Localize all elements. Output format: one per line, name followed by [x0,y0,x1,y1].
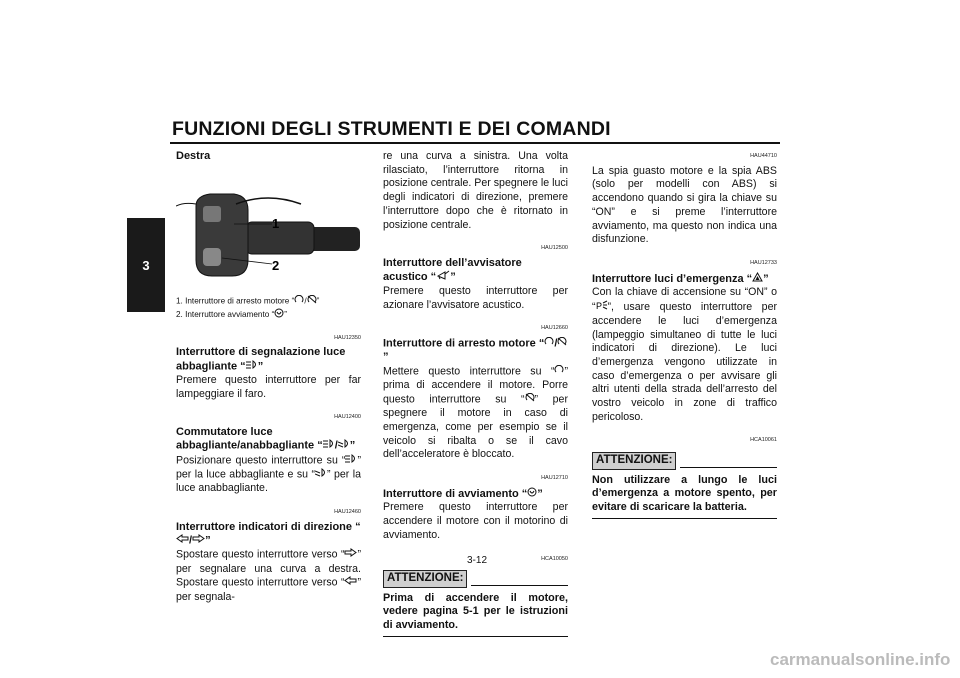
section-code: HAU12733 [750,259,777,266]
caution-label: ATTENZIONE: [592,452,676,470]
engine-stop-icon [307,295,317,308]
section-body: Premere questo interruttore per far lampeggiare il faro. [176,373,361,400]
horn-icon [436,270,450,285]
section-code: HAU12460 [334,509,361,516]
section-heading: Interruttore indicatori di direzione “/ ” [176,520,361,547]
section-body: Spostare questo interruttore verso “ ” per segnalare una curva a destra. Spostare questo interruttore verso “ ” per segnala- [176,549,361,603]
hazard-icon [752,272,763,287]
svg-text:P: P [595,300,602,310]
engine-stop-icon [557,337,567,351]
caution-label: ATTENZIONE: [383,570,467,588]
section-heading: Interruttore dell’avvisatore acustico “ ” [383,256,522,284]
section-code: HAU12660 [541,325,568,332]
section-code: HAU12350 [334,334,361,341]
figure-captions [176,295,361,322]
right-turn-icon [344,548,357,562]
caption-1: 1. Interruttore di arresto motore “ / ” [176,295,361,308]
right-turn-icon [192,534,205,548]
section-code: HAU44710 [750,153,777,159]
high-beam-icon [323,439,335,453]
high-beam-icon [345,454,357,468]
section-code: HAU12400 [334,414,361,421]
engine-run-icon [294,295,304,308]
engine-run-icon [554,365,564,379]
section-body: Con la chiave di accensione su “ON” o “ P ”, usare questo interruttore per accendere le luci d’emergenza (lampeggio simultaneo di tutte le luci indicatori di direzione). Le luci d’emergenza vengono utilizzate in caso d’emergenza o per avvisare gli altri utenti della strada dell’arresto del vostro veicolo in zone di traffico pericoloso. [592,286,777,423]
low-beam-icon [338,439,350,453]
section-code: HAU12500 [541,245,568,252]
column-1 [176,150,361,605]
handlebar-switch-figure [176,164,361,292]
section-heading: Interruttore di arresto motore “ /” [383,337,568,365]
low-beam-icon [315,468,327,482]
section-title-destra: Destra [176,150,211,162]
engine-run-icon [544,337,554,351]
page-title: FUNZIONI DEGLI STRUMENTI E DEI COMANDI [172,118,611,140]
section-body: La spia guasto motore e la spia ABS (solo per modelli con ABS) si accendono quando si gira la chiave su “ON” e si preme l’interruttore avviamento, ma questo non indica una disfunzione. [592,164,777,246]
chapter-tab: 3 [127,218,165,312]
section-heading: Interruttore di avviamento “ ” [383,487,543,500]
engine-stop-icon [525,393,535,407]
start-icon [527,487,537,502]
caution-text: Non utilizzare a lungo le luci d’emergenza a motore spento, per evitare di scaricare la batteria. [592,474,777,520]
section-body: Premere questo interruttore per azionare l’avvisatore acustico. [383,285,568,311]
section-body: Posizionare questo interruttore su “ ” per la luce abbagliante e su “ ” per la luce anabbagliante. [176,454,361,495]
warning-code: HCA10050 [541,555,568,562]
high-beam-icon [246,360,258,374]
column-3 [592,150,777,519]
continued-text: re una curva a sinistra. Una volta rilasciato, l’interruttore ritorna in posizione centrale. Per spegnere le luci degli indicatori di direzione, premere l’interruttore dopo che è ritornato in posizione centrale. [383,150,568,231]
left-turn-icon [176,534,189,548]
left-turn-icon [344,576,357,590]
warning-code: HCA10061 [750,437,777,444]
parking-icon [596,300,608,315]
start-icon [274,308,284,322]
caution-box [592,452,777,519]
section-code: HAU12710 [541,475,568,482]
header-rule [170,142,780,144]
section-body: Mettere questo interruttore su “ ” prima di accendere il motore. Porre questo interruttore su “ ” per spegnere il motore in caso di emergenza, come per esempio se il veicolo si ribalta o se il cavo dell’acceleratore è bloccato. [383,365,568,461]
page-number: 3-12 [467,555,488,566]
caution-text: Prima di accendere il motore, vedere pagina 5-1 per le istruzioni di avviamento. [383,592,568,638]
section-body: Premere questo interruttore per accendere il motore con il motorino di avviamento. [383,501,568,541]
handlebar-illustration [176,164,361,292]
callout-1: 1 [272,215,280,231]
caution-box [383,570,568,637]
section-heading: Interruttore luci d’emergenza “ ” [592,272,769,285]
watermark: carmanualsonline.info [770,650,951,669]
callout-2: 2 [272,257,280,273]
section-heading: Commutatore luce abbagliante/anabbagliante “ / ” [176,425,356,453]
caption-2: 2. Interruttore avviamento “ ” [176,308,361,322]
section-heading: Interruttore di segnalazione luce abbagliante “ ” [176,346,346,373]
